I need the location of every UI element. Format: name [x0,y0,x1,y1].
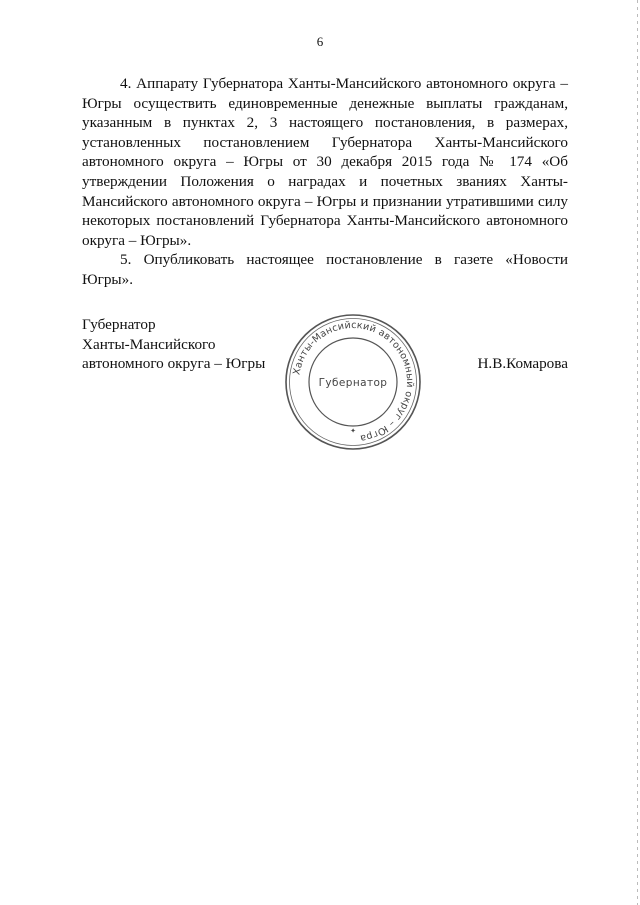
scan-edge [637,0,638,905]
document-body [82,74,568,290]
seal-ring-textpath: Ханты-Мансийский автономный округ – Югра [291,319,416,444]
signatory-title-line: Губернатор [82,316,156,333]
signatory-title [82,315,265,374]
official-seal-stamp [283,312,423,452]
seal-star-icon: ✦ [350,427,356,435]
seal-center-text: Губернатор [318,377,388,389]
paragraph-5: 5. Опубликовать настоящее постановление в газете «Новости Югры». [82,251,568,288]
paragraph-4: 4. Аппарату Губернатора Ханты-Мансийского автономного округа – Югры осуществить единовременные денежные выплаты гражданам, указанным в пунктах 2, 3 настоящего постановления, в размерах, установленных постановлением Губернатора Ханты-Мансийского автономного округа – Югры от 30 декабря 2015 года № 174 «Об утверждении Положения о наградах и почетных званиях Ханты-Мансийского автономного округа – Югры и признании утратившими силу некоторых постановлений Губернатора Ханты-Мансийского автономного округа – Югры». [82,75,568,249]
page-number: 6 [316,34,324,49]
seal-graphic [283,312,423,452]
signatory-title-line: Ханты-Мансийского [82,335,216,353]
signatory-name: Н.В.Комарова [477,355,568,372]
signatory-title-line: автономного округа – Югры [82,355,266,373]
